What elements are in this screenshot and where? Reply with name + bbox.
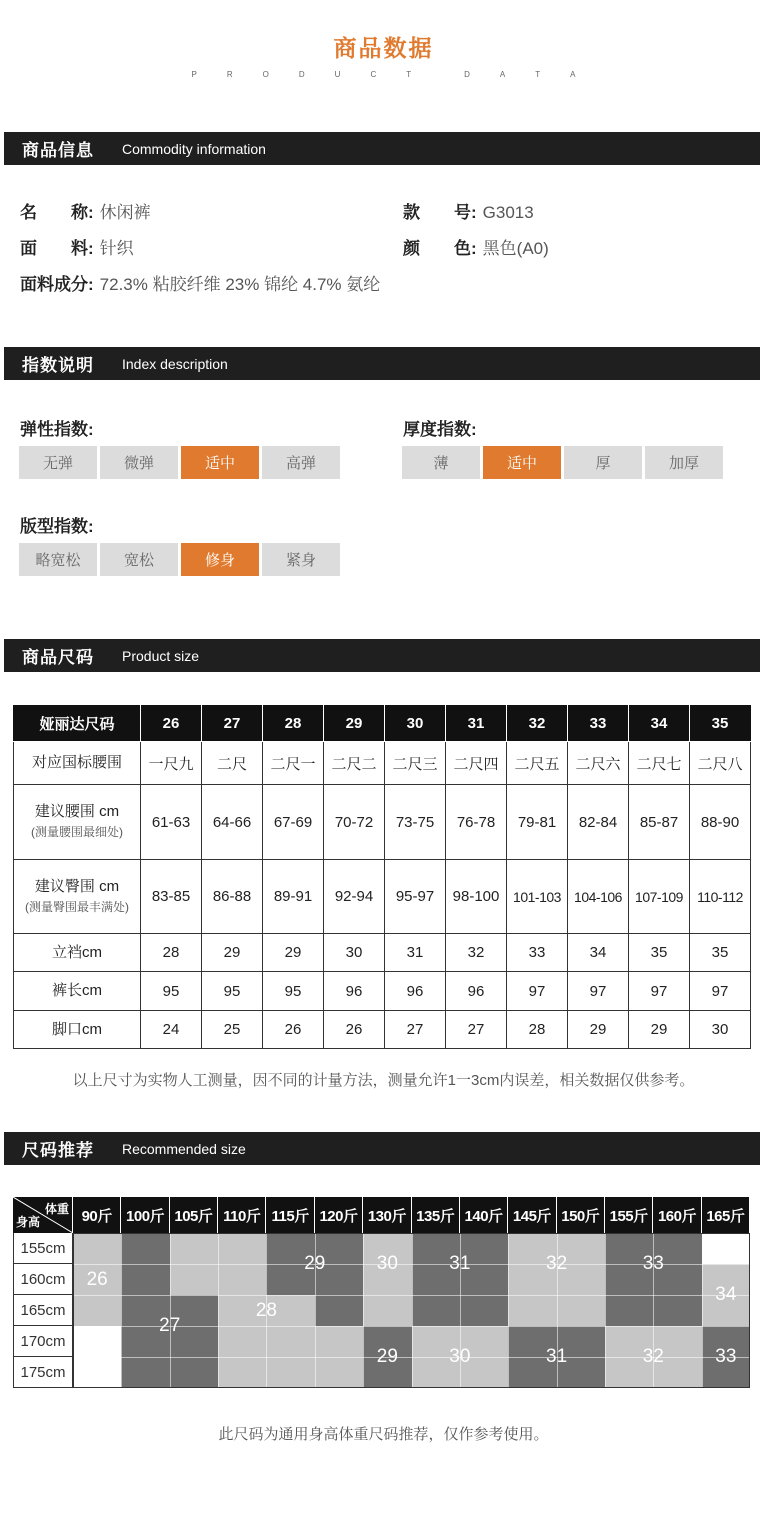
size-row <box>14 1011 751 1049</box>
size-row-label-main: 对应国标腰围 <box>31 754 122 771</box>
section-bar-commodity <box>4 132 760 165</box>
size-cell: 101-103 <box>507 860 568 934</box>
size-cell: 96 <box>446 972 507 1011</box>
elasticity-option: 无弹 <box>19 446 97 479</box>
size-row <box>14 860 751 934</box>
weight-header-cell: 100斤 <box>121 1197 169 1233</box>
size-cell: 98-100 <box>446 860 507 934</box>
size-cell: 二尺六 <box>568 742 629 785</box>
size-cell: 25 <box>202 1011 263 1049</box>
size-cell: 83-85 <box>141 860 202 934</box>
size-row-label-main: 立裆cm <box>52 943 102 961</box>
size-cell: 28 <box>507 1011 568 1049</box>
section-title-en: Product size <box>122 647 200 664</box>
size-cell: 97 <box>629 972 690 1011</box>
thickness-option: 薄 <box>402 446 480 479</box>
info-fabric <box>20 234 134 259</box>
size-label: 32 <box>642 1346 664 1367</box>
size-cell: 二尺二 <box>324 742 385 785</box>
info-label: 颜 色: <box>403 239 477 258</box>
size-header-cell: 35 <box>690 706 751 742</box>
corner-height: 身高 <box>16 1215 41 1229</box>
size-header-cell: 31 <box>446 706 507 742</box>
size-label: 28 <box>255 1299 277 1321</box>
recommend-chart <box>13 1197 750 1388</box>
size-label: 30 <box>376 1253 398 1274</box>
subtitle-letter: D <box>298 70 305 79</box>
info-style <box>403 198 534 223</box>
size-label: 29 <box>304 1253 326 1274</box>
size-cell: 85-87 <box>629 785 690 860</box>
height-row-header: 165cm <box>13 1295 73 1326</box>
corner-weight: 体重 <box>44 1202 69 1216</box>
size-label: 34 <box>715 1284 737 1305</box>
weight-header-cell: 130斤 <box>363 1197 411 1233</box>
size-header-row <box>14 706 751 742</box>
elasticity-options <box>19 446 340 479</box>
weight-header-cell: 105斤 <box>170 1197 218 1233</box>
section-bar-recommend <box>4 1132 760 1165</box>
size-cell: 88-90 <box>690 785 751 860</box>
size-label: 31 <box>546 1346 568 1367</box>
size-cell: 24 <box>141 1011 202 1049</box>
info-label: 面料成分: <box>20 275 94 294</box>
size-row <box>14 934 751 972</box>
info-value: G3013 <box>482 203 534 222</box>
info-value: 针织 <box>99 239 134 258</box>
subtitle-letter: O <box>262 70 269 79</box>
size-label: 27 <box>159 1315 181 1336</box>
section-title-en: Commodity information <box>122 140 266 157</box>
size-row-label-main: 建议腰围 cm <box>34 803 120 820</box>
size-cell: 35 <box>690 934 751 972</box>
height-row-header: 155cm <box>13 1233 73 1264</box>
weight-header-cell: 165斤 <box>702 1197 750 1233</box>
size-row <box>14 972 751 1011</box>
weight-header-cell: 110斤 <box>218 1197 266 1233</box>
size-cell: 97 <box>568 972 629 1011</box>
weight-header-cell: 135斤 <box>412 1197 460 1233</box>
size-cell: 二尺四 <box>446 742 507 785</box>
size-cell: 70-72 <box>324 785 385 860</box>
weight-header-cell: 150斤 <box>557 1197 605 1233</box>
info-label: 款 号: <box>403 203 477 222</box>
thickness-options <box>402 446 723 479</box>
size-cell: 89-91 <box>263 860 324 934</box>
info-label: 名 称: <box>20 203 94 222</box>
size-cell: 29 <box>263 934 324 972</box>
elasticity-option: 高弹 <box>262 446 340 479</box>
size-cell: 33 <box>507 934 568 972</box>
section-title-cn: 尺码推荐 <box>22 1141 94 1160</box>
size-cell: 97 <box>690 972 751 1011</box>
fit-option: 紧身 <box>262 543 340 576</box>
subtitle-letter: T <box>535 70 541 79</box>
size-cell: 107-109 <box>629 860 690 934</box>
recommend-note: 此尺码为通用身高体重尺码推荐，仅作参考使用。 <box>218 1426 549 1443</box>
size-cell: 二尺 <box>202 742 263 785</box>
size-cell: 二尺七 <box>629 742 690 785</box>
page-title: 商品数据 <box>333 35 434 61</box>
size-cell: 96 <box>324 972 385 1011</box>
size-row-label <box>14 1011 141 1049</box>
fit-option: 修身 <box>181 543 259 576</box>
section-bar-index <box>4 347 760 380</box>
size-row-label <box>14 934 141 972</box>
elasticity-label: 弹性指数: <box>20 420 94 439</box>
size-cell: 二尺五 <box>507 742 568 785</box>
size-row-label-main: 建议臀围 cm <box>34 877 120 895</box>
size-cell: 73-75 <box>385 785 446 860</box>
size-header-label: 娅丽达尺码 <box>14 706 141 742</box>
size-row-label-sub: (测量臀围最丰满处) <box>25 899 129 914</box>
size-label: 31 <box>449 1253 471 1274</box>
size-cell: 26 <box>324 1011 385 1049</box>
size-cell: 27 <box>385 1011 446 1049</box>
size-cell: 95 <box>202 972 263 1011</box>
weight-header-cell: 115斤 <box>266 1197 314 1233</box>
weight-header-cell: 160斤 <box>653 1197 701 1233</box>
size-row-label-sub: (测量腰围最细处) <box>31 825 123 839</box>
height-row-header: 170cm <box>13 1326 73 1357</box>
size-header-cell: 28 <box>263 706 324 742</box>
info-value: 休闲裤 <box>99 203 151 222</box>
section-title-cn: 指数说明 <box>22 356 94 375</box>
fit-options <box>19 543 340 576</box>
section-title-cn: 商品尺码 <box>22 648 94 667</box>
size-row-label <box>14 972 141 1011</box>
size-cell: 26 <box>263 1011 324 1049</box>
size-cell: 二尺一 <box>263 742 324 785</box>
size-cell: 92-94 <box>324 860 385 934</box>
size-cell: 96 <box>385 972 446 1011</box>
subtitle-letter: D <box>464 70 470 79</box>
size-cell: 27 <box>446 1011 507 1049</box>
fit-label: 版型指数: <box>20 517 94 536</box>
thickness-option: 适中 <box>483 446 561 479</box>
size-cell: 34 <box>568 934 629 972</box>
size-row-label <box>14 742 141 785</box>
size-cell: 29 <box>568 1011 629 1049</box>
size-cell: 二尺八 <box>690 742 751 785</box>
thickness-label: 厚度指数: <box>403 420 477 439</box>
fit-option: 宽松 <box>100 543 178 576</box>
subtitle-letter: A <box>570 70 576 79</box>
weight-header-cell: 140斤 <box>460 1197 508 1233</box>
weight-header-cell: 155斤 <box>605 1197 653 1233</box>
size-cell: 76-78 <box>446 785 507 860</box>
size-cell: 61-63 <box>141 785 202 860</box>
size-header-cell: 30 <box>385 706 446 742</box>
size-cell: 64-66 <box>202 785 263 860</box>
subtitle-letter: P <box>191 70 197 79</box>
info-value: 72.3% 粘胶纤维 23% 锦纶 4.7% 氨纶 <box>99 275 381 294</box>
subtitle-letter: T <box>406 70 412 79</box>
size-header-cell: 26 <box>141 706 202 742</box>
elasticity-option: 微弹 <box>100 446 178 479</box>
thickness-option: 加厚 <box>645 446 723 479</box>
size-header-cell: 27 <box>202 706 263 742</box>
elasticity-option: 适中 <box>181 446 259 479</box>
section-bar-size <box>4 639 760 672</box>
info-value: 黑色(A0) <box>482 239 549 258</box>
subtitle-letter: C <box>370 70 377 79</box>
fit-option: 略宽松 <box>19 543 97 576</box>
info-name <box>20 198 151 223</box>
size-label: 32 <box>546 1253 568 1274</box>
height-row-header: 160cm <box>13 1264 73 1295</box>
size-cell: 95 <box>141 972 202 1011</box>
size-cell: 67-69 <box>263 785 324 860</box>
size-header-cell: 33 <box>568 706 629 742</box>
size-cell: 35 <box>629 934 690 972</box>
info-label: 面 料: <box>20 239 94 258</box>
subtitle-letter: U <box>334 70 341 79</box>
size-cell: 30 <box>690 1011 751 1049</box>
size-row-label-main: 裤长cm <box>52 982 102 999</box>
size-label: 30 <box>449 1346 471 1367</box>
size-table <box>13 705 751 1049</box>
size-row-label-main: 脚口cm <box>52 1020 102 1038</box>
size-cell: 86-88 <box>202 860 263 934</box>
size-cell: 110-112 <box>690 860 751 934</box>
subtitle-letter: A <box>499 70 506 79</box>
section-title-en: Recommended size <box>122 1140 246 1157</box>
section-title-cn: 商品信息 <box>22 141 94 160</box>
page-subtitle <box>0 70 767 79</box>
info-color <box>403 234 549 259</box>
size-cell: 82-84 <box>568 785 629 860</box>
size-label: 33 <box>715 1346 737 1367</box>
size-cell: 32 <box>446 934 507 972</box>
size-label: 29 <box>376 1346 398 1367</box>
size-cell: 29 <box>629 1011 690 1049</box>
size-cell: 28 <box>141 934 202 972</box>
size-row <box>14 785 751 860</box>
size-cell: 二尺三 <box>385 742 446 785</box>
size-header-cell: 32 <box>507 706 568 742</box>
size-cell: 95 <box>263 972 324 1011</box>
size-cell: 30 <box>324 934 385 972</box>
size-header-cell: 34 <box>629 706 690 742</box>
size-row-label <box>14 785 141 860</box>
weight-header-cell: 145斤 <box>508 1197 556 1233</box>
size-cell: 95-97 <box>385 860 446 934</box>
size-cell: 29 <box>202 934 263 972</box>
size-label: 26 <box>86 1268 108 1290</box>
size-note: 以上尺寸为实物人工测量，因不同的计量方法，测量允许1一3cm内误差，相关数据仅供参考。 <box>72 1072 695 1089</box>
size-cell: 31 <box>385 934 446 972</box>
size-cell: 104-106 <box>568 860 629 934</box>
size-cell: 一尺九 <box>141 742 202 785</box>
info-composition <box>20 270 380 295</box>
weight-header-cell: 120斤 <box>315 1197 363 1233</box>
height-row-header: 175cm <box>13 1357 73 1388</box>
size-cell: 79-81 <box>507 785 568 860</box>
size-header-cell: 29 <box>324 706 385 742</box>
size-row <box>14 742 751 785</box>
corner-header <box>13 1197 73 1233</box>
size-cell: 97 <box>507 972 568 1011</box>
size-label: 33 <box>642 1253 664 1274</box>
subtitle-letter: R <box>226 70 233 79</box>
thickness-option: 厚 <box>564 446 642 479</box>
section-title-en: Index description <box>122 355 228 372</box>
weight-header-cell: 90斤 <box>73 1197 121 1233</box>
size-row-label <box>14 860 141 934</box>
